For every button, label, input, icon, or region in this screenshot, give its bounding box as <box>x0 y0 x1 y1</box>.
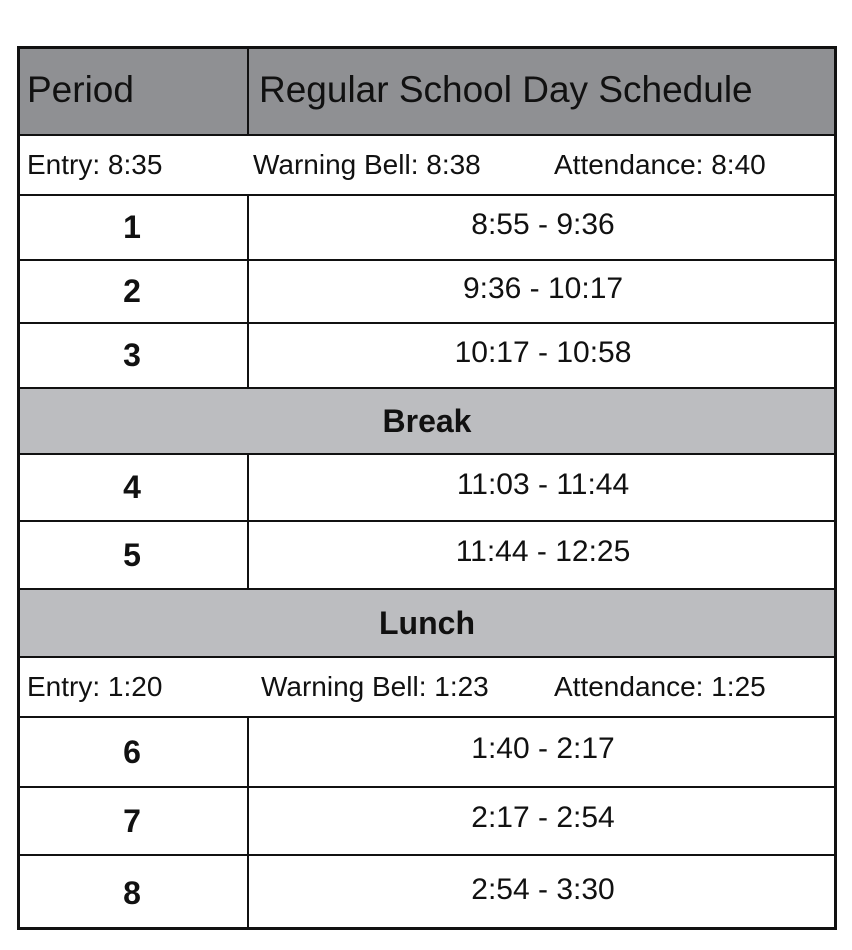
morning-entry: Entry: 8:35 <box>27 149 163 180</box>
header-period-cell <box>17 46 249 134</box>
morning-info-row <box>17 136 837 196</box>
header-schedule-cell <box>249 46 837 134</box>
period-cell <box>17 788 249 854</box>
afternoon-warning-bell: Warning Bell: 1:23 <box>261 671 489 702</box>
table-row <box>17 324 837 389</box>
afternoon-entry: Entry: 1:20 <box>27 671 163 702</box>
lunch-row <box>17 590 837 658</box>
period-number: 7 <box>123 802 141 839</box>
header-period-label: Period <box>27 69 134 110</box>
period-cell <box>17 522 249 588</box>
table-row <box>17 455 837 522</box>
time-cell <box>249 856 837 930</box>
period-cell <box>17 718 249 786</box>
table-row <box>17 788 837 856</box>
time-cell <box>249 522 837 588</box>
afternoon-info-row <box>17 658 837 718</box>
time-cell <box>249 196 837 259</box>
period-cell <box>17 196 249 259</box>
period-time: 1:40 - 2:17 <box>471 732 615 765</box>
period-cell <box>17 261 249 322</box>
period-time: 11:03 - 11:44 <box>456 467 630 501</box>
period-number: 6 <box>123 733 141 770</box>
period-time: 8:55 - 9:36 <box>471 207 615 241</box>
period-number: 2 <box>123 273 141 309</box>
morning-attendance: Attendance: 8:40 <box>554 149 766 180</box>
time-cell <box>249 261 837 322</box>
table-row <box>17 718 837 788</box>
period-time: 10:17 - 10:58 <box>454 335 632 369</box>
period-number: 3 <box>123 337 141 373</box>
schedule-table <box>17 46 837 930</box>
period-number: 8 <box>123 874 141 911</box>
table-row <box>17 856 837 930</box>
afternoon-attendance: Attendance: 1:25 <box>554 671 766 702</box>
break-row <box>17 389 837 455</box>
header-schedule-label: Regular School Day Schedule <box>259 69 753 110</box>
table-row <box>17 196 837 261</box>
period-cell <box>17 324 249 387</box>
period-cell <box>17 455 249 520</box>
table-header <box>17 46 837 136</box>
time-cell <box>249 324 837 387</box>
table-row <box>17 522 837 590</box>
period-number: 1 <box>123 209 141 245</box>
time-cell <box>249 718 837 786</box>
period-number: 4 <box>123 469 141 505</box>
period-number: 5 <box>123 536 141 573</box>
table-row <box>17 261 837 324</box>
time-cell <box>249 455 837 520</box>
lunch-label: Lunch <box>379 604 475 641</box>
period-time: 2:17 - 2:54 <box>471 801 615 834</box>
period-time: 11:44 - 12:25 <box>455 535 631 568</box>
break-label: Break <box>382 402 472 439</box>
time-cell <box>249 788 837 854</box>
period-time: 9:36 - 10:17 <box>462 271 624 305</box>
period-time: 2:54 - 3:30 <box>471 873 615 906</box>
period-cell <box>17 856 249 930</box>
morning-warning-bell: Warning Bell: 8:38 <box>253 149 481 180</box>
